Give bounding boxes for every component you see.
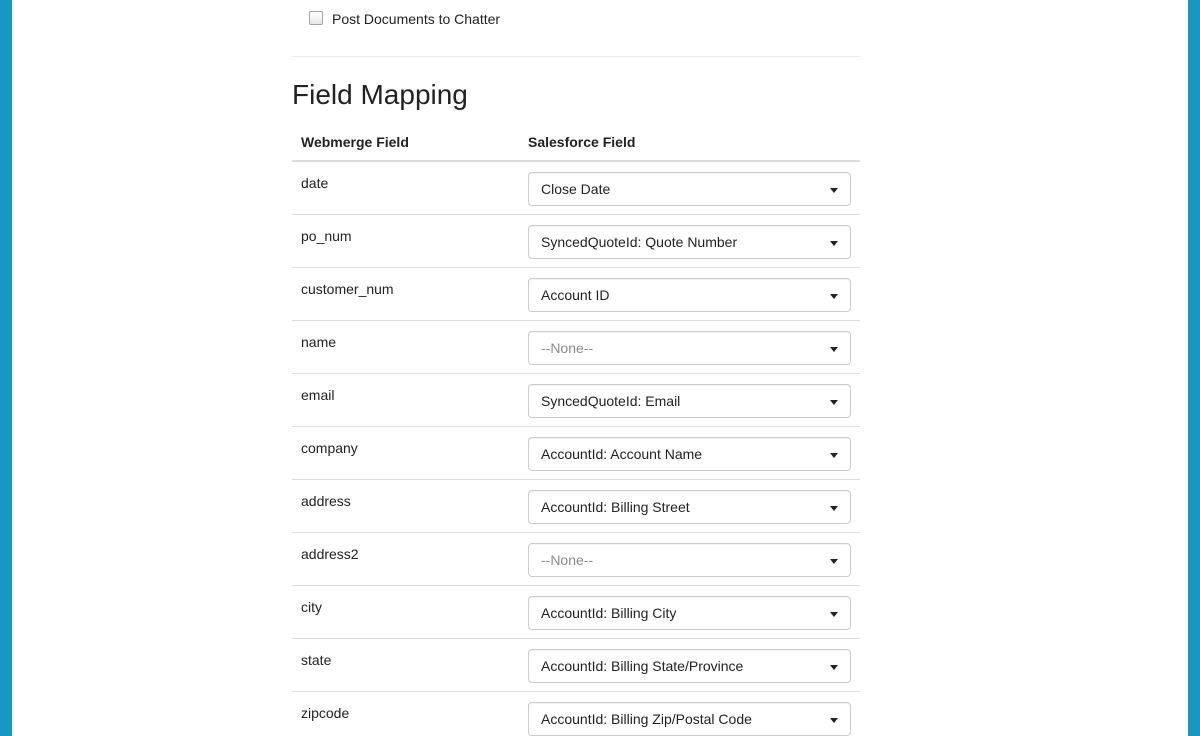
- webmerge-field-header: Webmerge Field: [292, 124, 519, 161]
- salesforce-field-cell: [519, 585, 860, 638]
- salesforce-field-select[interactable]: [528, 278, 851, 312]
- caret-down-icon: [830, 559, 838, 564]
- salesforce-field-select[interactable]: [528, 596, 851, 630]
- salesforce-field-cell: [519, 532, 860, 585]
- salesforce-field-select[interactable]: [528, 490, 851, 524]
- salesforce-field-cell: [519, 214, 860, 267]
- caret-down-icon: [830, 718, 838, 723]
- webmerge-field-name: email: [292, 373, 519, 426]
- table-row: [292, 638, 860, 691]
- webmerge-field-name: name: [292, 320, 519, 373]
- salesforce-field-cell: [519, 161, 860, 214]
- salesforce-field-cell: [519, 638, 860, 691]
- table-header-row: [292, 124, 860, 161]
- salesforce-field-select[interactable]: [528, 225, 851, 259]
- caret-down-icon: [830, 400, 838, 405]
- webmerge-field-name: state: [292, 638, 519, 691]
- table-row: [292, 585, 860, 638]
- webmerge-field-name: company: [292, 426, 519, 479]
- caret-down-icon: [830, 241, 838, 246]
- salesforce-field-header: Salesforce Field: [519, 124, 860, 161]
- webmerge-field-name: customer_num: [292, 267, 519, 320]
- salesforce-field-cell: [519, 691, 860, 736]
- webmerge-field-name: address: [292, 479, 519, 532]
- salesforce-field-select[interactable]: [528, 702, 851, 736]
- page-title: Field Mapping: [292, 79, 468, 110]
- table-row: [292, 320, 860, 373]
- table-row: [292, 532, 860, 585]
- caret-down-icon: [830, 347, 838, 352]
- select-value: AccountId: Billing State/Province: [541, 657, 744, 674]
- salesforce-field-select[interactable]: [528, 331, 851, 365]
- table-row: [292, 691, 860, 736]
- webmerge-field-name: city: [292, 585, 519, 638]
- salesforce-field-cell: [519, 426, 860, 479]
- post-to-chatter-label: Post Documents to Chatter: [332, 11, 501, 27]
- salesforce-field-cell: [519, 373, 860, 426]
- salesforce-field-select[interactable]: [528, 384, 851, 418]
- select-value: AccountId: Account Name: [541, 445, 703, 462]
- salesforce-field-cell: [519, 479, 860, 532]
- select-value: AccountId: Billing Zip/Postal Code: [541, 710, 752, 727]
- caret-down-icon: [830, 506, 838, 511]
- caret-down-icon: [830, 294, 838, 299]
- salesforce-field-select[interactable]: [528, 649, 851, 683]
- table-row: [292, 161, 860, 214]
- page-panel: [12, 0, 1188, 736]
- select-value: AccountId: Billing City: [541, 604, 677, 621]
- post-to-chatter-option[interactable]: [309, 8, 500, 30]
- webmerge-field-name: zipcode: [292, 691, 519, 736]
- caret-down-icon: [830, 453, 838, 458]
- select-value: Account ID: [541, 286, 610, 303]
- salesforce-field-cell: [519, 320, 860, 373]
- webmerge-field-name: address2: [292, 532, 519, 585]
- select-value: --None--: [541, 551, 594, 568]
- caret-down-icon: [830, 188, 838, 193]
- select-value: AccountId: Billing Street: [541, 498, 690, 515]
- salesforce-field-select[interactable]: [528, 437, 851, 471]
- table-row: [292, 373, 860, 426]
- caret-down-icon: [830, 612, 838, 617]
- post-to-chatter-checkbox[interactable]: [309, 11, 323, 25]
- webmerge-field-name: date: [292, 161, 519, 214]
- table-row: [292, 426, 860, 479]
- salesforce-field-cell: [519, 267, 860, 320]
- select-value: --None--: [541, 339, 594, 356]
- caret-down-icon: [830, 665, 838, 670]
- field-mapping-table: [292, 124, 860, 736]
- section-divider: [292, 56, 860, 57]
- select-value: SyncedQuoteId: Quote Number: [541, 233, 738, 250]
- salesforce-field-select[interactable]: [528, 172, 851, 206]
- webmerge-field-name: po_num: [292, 214, 519, 267]
- select-value: SyncedQuoteId: Email: [541, 392, 681, 409]
- salesforce-field-select[interactable]: [528, 543, 851, 577]
- select-value: Close Date: [541, 181, 611, 197]
- table-row: [292, 479, 860, 532]
- table-row: [292, 267, 860, 320]
- table-row: [292, 214, 860, 267]
